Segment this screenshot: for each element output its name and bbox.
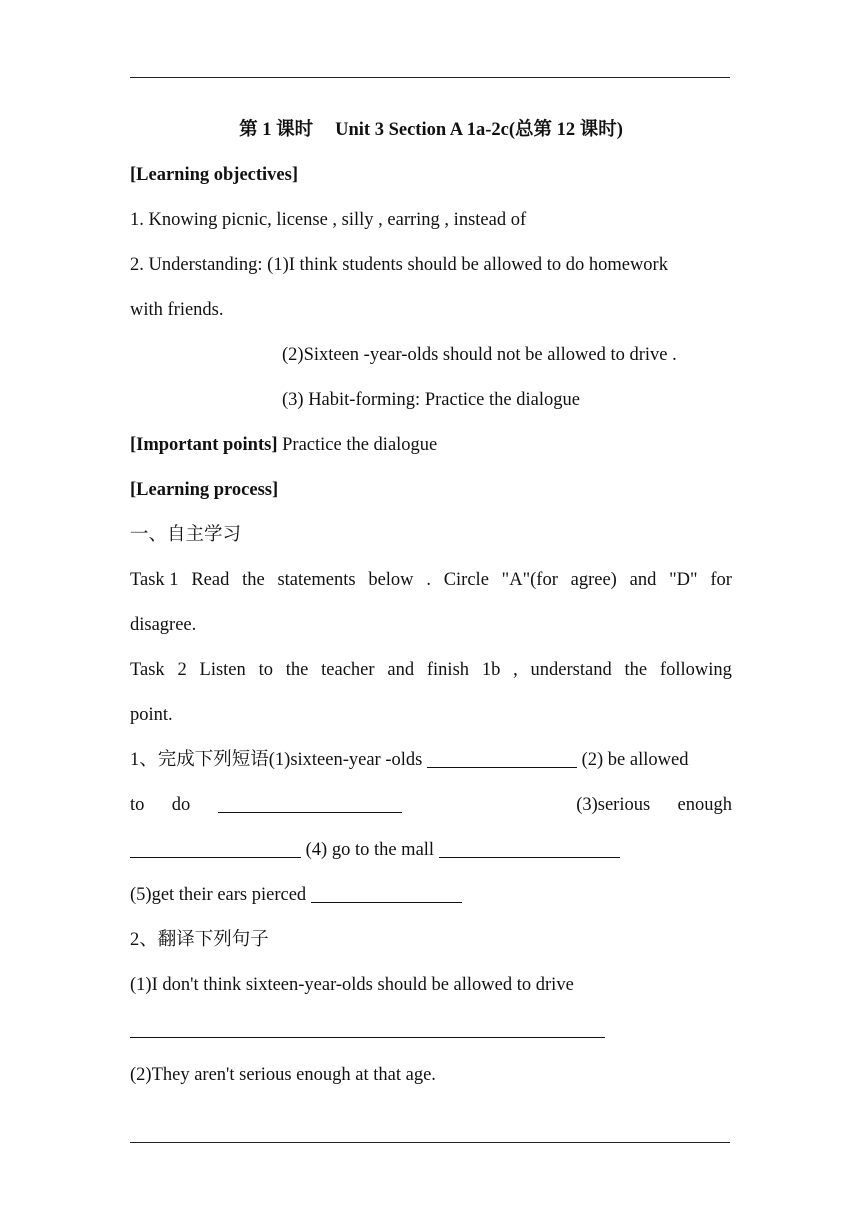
word: , [513,660,518,680]
exercise-1-phrase-4: (4) go to the mall [305,840,435,860]
word: Listen [199,660,246,680]
word: for [710,570,732,590]
exercise-2-heading: 2、翻译下列句子 [130,930,269,950]
exercise-2-sentence-1: (1)I don't think sixteen-year-olds should be allowed to drive [130,975,574,995]
header-rule [130,77,730,78]
task-2-line-2: point. [130,705,173,725]
objective-item-1: 1. Knowing picnic, license , silly , earring , instead of [130,210,527,230]
section-self-study: 一、自主学习 [130,525,242,545]
answer-blank-3[interactable] [130,856,301,858]
exercise-1-phrase-3: (3)serious [576,795,651,815]
word: the [624,660,648,680]
objective-item-2-line-2: with friends. [130,300,224,320]
word: following [659,660,732,680]
answer-blank-1[interactable] [427,766,577,768]
word: and [387,660,415,680]
word: to [258,660,273,680]
word: understand [530,660,612,680]
word: Task [130,660,165,680]
word: statements [277,570,356,590]
important-heading: [Important points] [130,435,278,455]
exercise-1-line-3 [130,828,732,873]
page-title [130,108,732,153]
exercise-1-phrase-2: (2) be allowed [581,750,689,770]
word: finish [426,660,470,680]
exercise-1-do: do [171,795,191,815]
answer-blank-2[interactable] [218,811,402,813]
word: Read [191,570,230,590]
exercise-1-phrase-5: (5)get their ears pierced [130,885,307,905]
worksheet-body [130,108,732,1098]
word: the [242,570,265,590]
exercise-1-enough: enough [677,795,732,815]
word: agree) [570,570,617,590]
word: Circle [443,570,489,590]
exercise-1-intro: 1、完成下列短语(1)sixteen-year -olds [130,750,423,770]
answer-blank-6[interactable] [130,1036,605,1038]
exercise-2-sentence-2: (2)They aren't serious enough at that age. [130,1065,436,1085]
word: 1b [481,660,501,680]
process-heading: [Learning process] [130,480,279,500]
objective-sub-3: (3) Habit-forming: Practice the dialogue [282,390,580,410]
answer-blank-5[interactable] [311,901,462,903]
word: "A"(for [501,570,558,590]
exercise-1-to: to [130,795,145,815]
task-2-line-1 [130,648,732,693]
exercise-1-line-1 [130,738,732,783]
objective-sub-2: (2)Sixteen -year-olds should not be allowed to drive . [282,345,677,365]
important-text: Practice the dialogue [277,435,438,455]
word: the [285,660,309,680]
exercise-1-line-2 [130,783,732,828]
word: below [368,570,414,590]
answer-blank-4[interactable] [439,856,620,858]
footer-rule [130,1142,730,1143]
exercise-2-answer-line [130,1008,732,1053]
task-1-line-2: disagree. [130,615,197,635]
lesson-label: 第 1 课时 [239,120,314,140]
important-points [130,423,732,468]
word: teacher [321,660,375,680]
exercise-1-line-4 [130,873,732,918]
word: and [629,570,657,590]
word: Task 1 [130,570,179,590]
objective-item-2-line-1: 2. Understanding: (1)I think students should be allowed to do homework [130,255,668,275]
word: "D" [669,570,698,590]
objectives-heading: [Learning objectives] [130,165,299,185]
word: 2 [177,660,187,680]
task-1-line-1 [130,558,732,603]
word: . [426,570,431,590]
unit-label: Unit 3 Section A 1a-2c(总第 12 课时) [335,120,623,140]
